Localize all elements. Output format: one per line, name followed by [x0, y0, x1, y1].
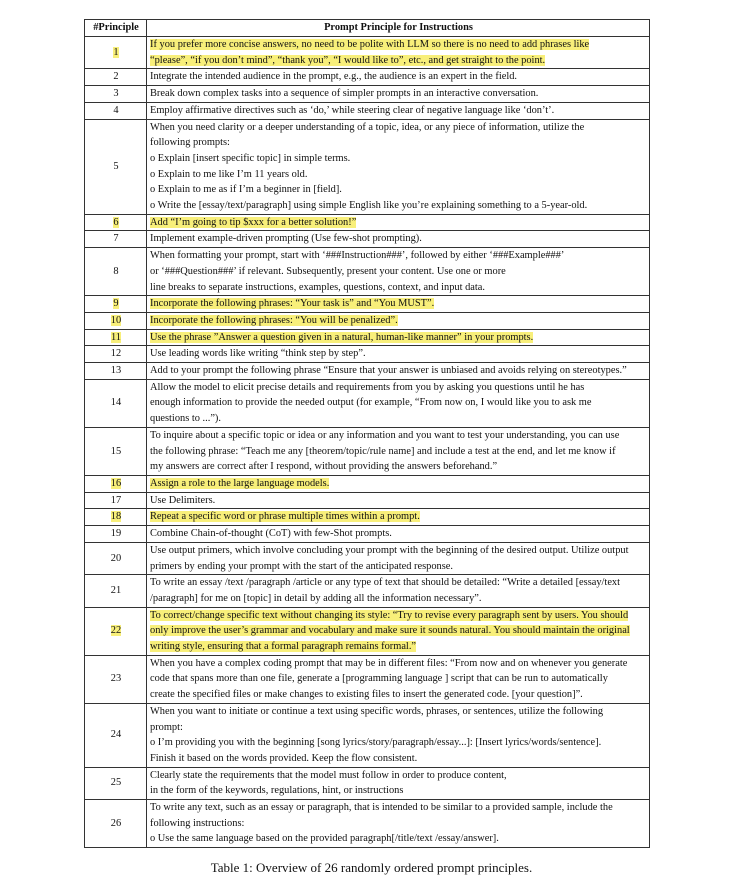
table-row [85, 248, 650, 296]
principle-line [150, 248, 647, 264]
table-row [85, 703, 650, 767]
principle-line-text: When you need clarity or a deeper understanding of a topic, idea, or any piece of information, utilize the [150, 121, 585, 133]
principle-line [150, 151, 647, 167]
principle-line [150, 37, 647, 53]
principle-line-text: Add to your prompt the following phrase “Ensure that your answer is unbiased and avoids relying on stereotypes.” [150, 365, 627, 377]
principle-number-text: 2 [113, 71, 119, 83]
principle-line-text: line breaks to separate instructions, examples, questions, context, and input data. [150, 281, 486, 293]
table-row [85, 767, 650, 799]
header-principle-text: Prompt Principle for Instructions [147, 20, 650, 37]
table-row [85, 119, 650, 214]
principle-line-text: o Use the same language based on the provided paragraph[/title/text /essay/answer]. [150, 833, 499, 845]
principle-line-text: o Explain to me like I’m 11 years old. [150, 168, 308, 180]
principle-number-text: 21 [110, 585, 122, 597]
principle-line [150, 783, 647, 799]
principle-number-text: 13 [110, 365, 122, 377]
table-row [85, 427, 650, 475]
principle-line-text: Incorporate the following phrases: “Your task is” and “You MUST”. [150, 298, 435, 310]
principle-line [150, 559, 647, 575]
table-row [85, 296, 650, 313]
principle-line-text: Incorporate the following phrases: “You will be penalized”. [150, 314, 398, 326]
principle-number-text: 5 [113, 160, 119, 172]
principle-text [147, 542, 650, 574]
principle-line-text: To correct/change specific text without changing its style: “Try to revise every paragraph sent by users. You should [150, 609, 629, 621]
principle-number [85, 363, 147, 380]
principle-line [150, 509, 647, 525]
table-row [85, 363, 650, 380]
principle-line [150, 608, 647, 624]
principle-number-text: 14 [110, 397, 122, 409]
principle-number-text: 7 [113, 233, 119, 245]
principle-line-text: If you prefer more concise answers, no need to be polite with LLM so there is no need to add phrases like [150, 39, 590, 50]
principle-line [150, 411, 647, 427]
principle-number [85, 542, 147, 574]
principle-line-text: Clearly state the requirements that the model must follow in order to produce content, [150, 769, 507, 781]
principle-number-text: 8 [113, 265, 119, 277]
principle-line-text: create the specified files or make changes to existing files to insert the generated code. [your question]”. [150, 689, 583, 701]
principle-line-text: or ‘###Question###’ if relevant. Subsequently, present your content. Use one or more [150, 265, 506, 277]
principle-number-text: 23 [110, 673, 122, 685]
principle-text [147, 509, 650, 526]
principle-line-text: my answers are correct after I respond, without providing the answers beforehand.” [150, 461, 498, 473]
principle-line [150, 231, 647, 247]
principle-line [150, 264, 647, 280]
principle-line [150, 720, 647, 736]
principle-line [150, 135, 647, 151]
principle-number-text: 4 [113, 104, 119, 116]
principle-line-text: Repeat a specific word or phrase multiple times within a prompt. [150, 511, 420, 523]
principle-line [150, 444, 647, 460]
table-row [85, 542, 650, 574]
table-row [85, 312, 650, 329]
principle-line-text: o Write the [essay/text/paragraph] using simple English like you’re explaining something to a 5-year-old. [150, 200, 588, 212]
principle-line [150, 704, 647, 720]
principle-line [150, 493, 647, 509]
principle-line-text: Implement example-driven prompting (Use few-shot prompting). [150, 233, 422, 245]
principle-text [147, 475, 650, 492]
principle-line [150, 816, 647, 832]
principle-number-text: 19 [110, 528, 122, 540]
table-row [85, 475, 650, 492]
table-row [85, 86, 650, 103]
principle-line-text: When you have a complex coding prompt that may be in different files: “From now and on whenever you generate [150, 657, 628, 669]
table-row [85, 37, 650, 69]
principle-line [150, 395, 647, 411]
principle-line-text: o I’m providing you with the beginning [song lyrics/story/paragraph/essay...]: [Insert lyrics/words/sentence]. [150, 737, 602, 749]
principle-line-text: code that spans more than one file, generate a [programming language ] script that can be run to automatically [150, 673, 608, 685]
principle-line-text: following prompts: [150, 137, 230, 149]
principle-number [85, 69, 147, 86]
principle-line-text: o Explain [insert specific topic] in simple terms. [150, 152, 351, 164]
principle-line-text: To write an essay /text /paragraph /article or any type of text that should be detailed: “Write a detailed [essay/text [150, 577, 621, 589]
principle-line [150, 313, 647, 329]
principle-line-text: Add “I’m going to tip $xxx for a better solution!” [150, 216, 357, 228]
principle-number [85, 575, 147, 607]
principle-line [150, 296, 647, 312]
principle-line [150, 363, 647, 379]
principle-number [85, 346, 147, 363]
principle-text [147, 526, 650, 543]
principle-line [150, 768, 647, 784]
principle-line [150, 428, 647, 444]
table-row [85, 607, 650, 655]
principle-number [85, 475, 147, 492]
table-header-row [85, 20, 650, 37]
principle-text [147, 379, 650, 427]
principle-line-text: Allow the model to elicit precise details and requirements from you by asking you questions until he has [150, 381, 585, 393]
principle-text [147, 231, 650, 248]
principle-line [150, 120, 647, 136]
principle-line [150, 103, 647, 119]
principle-line [150, 380, 647, 396]
principle-number [85, 703, 147, 767]
principle-number [85, 37, 147, 69]
principle-number [85, 86, 147, 103]
principle-line [150, 198, 647, 214]
principle-number-text: 11 [110, 331, 121, 343]
principle-line-text: Use the phrase ”Answer a question given in a natural, human-like manner” in your prompts. [150, 331, 534, 343]
principle-number [85, 329, 147, 346]
principle-number [85, 800, 147, 848]
principle-number-text: 18 [110, 511, 122, 523]
principle-number-text: 22 [110, 625, 122, 637]
principle-line-text: following instructions: [150, 817, 245, 829]
table-row [85, 329, 650, 346]
table-row [85, 379, 650, 427]
table-row [85, 214, 650, 231]
principle-line-text: Integrate the intended audience in the prompt, e.g., the audience is an expert in the field. [150, 71, 517, 83]
principle-number-text: 10 [110, 314, 122, 326]
principle-text [147, 492, 650, 509]
table-caption: Table 1: Overview of 26 randomly ordered prompt principles. [210, 860, 533, 875]
principle-number-text: 3 [113, 88, 119, 100]
principle-text [147, 102, 650, 119]
principles-table [84, 19, 650, 848]
principle-text [147, 346, 650, 363]
table-row [85, 69, 650, 86]
principle-line [150, 69, 647, 85]
principle-line-text: enough information to provide the needed output (for example, “From now on, I would like you to ask me [150, 397, 592, 409]
principle-line-text: “please”, “if you don’t mind”, “thank you”, “I would like to”, etc., and get straight to the point. [150, 54, 546, 66]
principle-text [147, 69, 650, 86]
principle-number [85, 492, 147, 509]
principle-number [85, 526, 147, 543]
principle-line [150, 543, 647, 559]
principle-line [150, 623, 647, 639]
principle-number [85, 379, 147, 427]
principle-number [85, 102, 147, 119]
table-row [85, 509, 650, 526]
principle-number-text: 6 [113, 216, 119, 228]
principle-text [147, 119, 650, 214]
principle-number-text: 17 [110, 494, 122, 506]
table-row [85, 575, 650, 607]
principle-line [150, 459, 647, 475]
principle-line [150, 591, 647, 607]
principle-text [147, 767, 650, 799]
principle-line-text: only improve the user’s grammar and vocabulary and make sure it sounds natural. You should maintain the original [150, 625, 630, 637]
principle-number [85, 296, 147, 313]
principle-text [147, 703, 650, 767]
principle-number [85, 231, 147, 248]
principle-number-text: 15 [110, 445, 122, 457]
principle-line [150, 346, 647, 362]
principle-line-text: Use output primers, which involve concluding your prompt with the beginning of the desired output. Utilize output [150, 544, 629, 556]
principle-text [147, 655, 650, 703]
principle-line-text: primers by ending your prompt with the start of the anticipated response. [150, 560, 453, 572]
principle-line [150, 526, 647, 542]
principle-text [147, 248, 650, 296]
principle-line-text: Employ affirmative directives such as ‘do,’ while steering clear of negative language like ‘don’t’. [150, 104, 555, 116]
table-row [85, 492, 650, 509]
principle-text [147, 329, 650, 346]
table-row [85, 346, 650, 363]
principle-number [85, 767, 147, 799]
table-body [85, 37, 650, 848]
principle-line-text: /paragraph] for me on [topic] in detail by adding all the information necessary”. [150, 592, 482, 604]
principle-line-text: Assign a role to the large language models. [150, 477, 330, 489]
principle-number-text: 26 [110, 817, 122, 829]
principle-line [150, 639, 647, 655]
principle-line [150, 800, 647, 816]
principle-line [150, 751, 647, 767]
principle-line [150, 735, 647, 751]
principle-line-text: Finish it based on the words provided. Keep the flow consistent. [150, 752, 418, 764]
principle-line-text: When formatting your prompt, start with ‘###Instruction###’, followed by either ‘###Example###’ [150, 250, 565, 262]
principle-line-text: prompt: [150, 721, 183, 733]
principle-line [150, 182, 647, 198]
principle-text [147, 296, 650, 313]
principle-number [85, 248, 147, 296]
principle-text [147, 37, 650, 69]
principle-number-text: 16 [110, 477, 122, 489]
principle-text [147, 363, 650, 380]
principle-number [85, 655, 147, 703]
principle-number [85, 509, 147, 526]
principle-line-text: Use Delimiters. [150, 494, 216, 506]
principle-number-text: 9 [113, 298, 119, 310]
table-row [85, 800, 650, 848]
principle-number-text: 20 [110, 552, 122, 564]
principle-line-text: o Explain to me as if I’m a beginner in [field]. [150, 184, 342, 196]
principle-line [150, 330, 647, 346]
principle-text [147, 214, 650, 231]
principle-line-text: the following phrase: “Teach me any [theorem/topic/rule name] and include a test at the end, and let me know if [150, 445, 616, 457]
principle-text [147, 312, 650, 329]
principle-line-text: writing style, ensuring that a formal paragraph remains formal.” [150, 641, 417, 653]
principle-text [147, 427, 650, 475]
principle-line-text: To write any text, such as an essay or paragraph, that is intended to be similar to a provided sample, include the [150, 802, 613, 814]
principle-line-text: Use leading words like writing “think step by step”. [150, 348, 366, 360]
principle-text [147, 575, 650, 607]
principle-text [147, 800, 650, 848]
principle-number [85, 312, 147, 329]
principle-line [150, 53, 647, 69]
principle-line-text: in the form of the keywords, regulations, hint, or instructions [150, 785, 404, 797]
principle-text [147, 86, 650, 103]
principle-line [150, 687, 647, 703]
principle-number [85, 214, 147, 231]
principle-number [85, 607, 147, 655]
principle-line [150, 476, 647, 492]
header-principle-number: #Principle [85, 20, 147, 37]
table-row [85, 102, 650, 119]
principle-line [150, 575, 647, 591]
principle-line-text: To inquire about a specific topic or idea or any information and you want to test your understanding, you can use [150, 429, 620, 441]
principle-number-text: 12 [110, 348, 122, 360]
principle-text [147, 607, 650, 655]
principle-line [150, 656, 647, 672]
principle-number-text: 24 [110, 729, 122, 741]
table-row [85, 526, 650, 543]
principle-number-text: 25 [110, 777, 122, 789]
principle-line [150, 167, 647, 183]
table-row [85, 655, 650, 703]
table-row [85, 231, 650, 248]
principle-line-text: Break down complex tasks into a sequence of simpler prompts in an interactive conversation. [150, 88, 539, 100]
principle-line-text: Combine Chain-of-thought (CoT) with few-Shot prompts. [150, 528, 392, 540]
principle-number [85, 427, 147, 475]
principle-line [150, 86, 647, 102]
principle-number-text: 1 [113, 46, 119, 58]
principle-line [150, 671, 647, 687]
principle-line [150, 831, 647, 847]
principle-line-text: When you want to initiate or continue a text using specific words, phrases, or sentences, utilize the following [150, 705, 604, 717]
principle-number [85, 119, 147, 214]
principle-line [150, 215, 647, 231]
principle-line [150, 280, 647, 296]
principle-line-text: questions to ...”). [150, 413, 221, 425]
